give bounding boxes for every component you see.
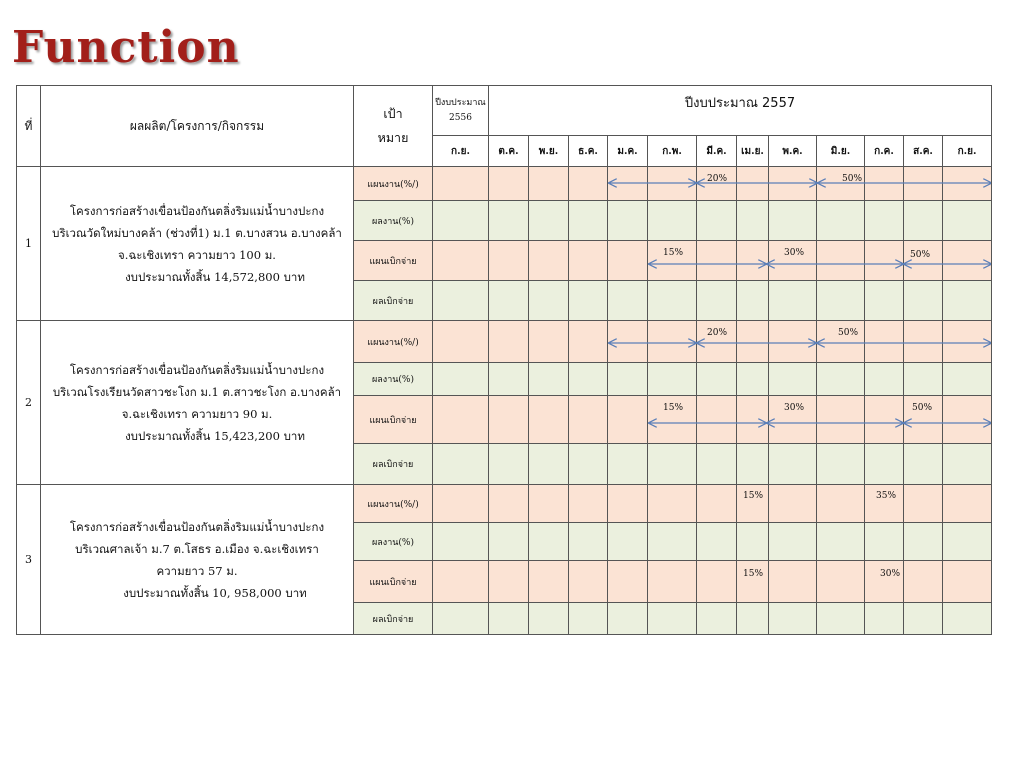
month-cell bbox=[569, 396, 608, 444]
month-cell bbox=[569, 561, 608, 603]
month-cell bbox=[943, 321, 992, 363]
month-cell bbox=[433, 396, 489, 444]
month-cell bbox=[769, 561, 817, 603]
month-cell bbox=[943, 241, 992, 281]
header-fy-2556: ปีงบประมาณ 2556 bbox=[433, 86, 489, 136]
project-description bbox=[41, 485, 354, 635]
month-cell bbox=[769, 241, 817, 281]
month-cell bbox=[904, 241, 943, 281]
month-cell bbox=[648, 241, 697, 281]
project-description-line: จ.ฉะเชิงเทรา ความยาว 100 ม. bbox=[118, 247, 276, 262]
month-cell bbox=[433, 363, 489, 396]
month-header: ก.ย. bbox=[943, 136, 992, 167]
month-cell bbox=[648, 523, 697, 561]
month-cell bbox=[648, 396, 697, 444]
month-cell bbox=[865, 363, 904, 396]
month-header: ส.ค. bbox=[904, 136, 943, 167]
month-header: ม.ค. bbox=[608, 136, 648, 167]
month-cell bbox=[943, 281, 992, 321]
month-header: ก.ค. bbox=[865, 136, 904, 167]
row-label: ผลเบิกจ่าย bbox=[354, 444, 433, 485]
project-description bbox=[41, 321, 354, 485]
month-cell bbox=[865, 603, 904, 635]
budget-plan-percent-label: 50% bbox=[912, 403, 933, 413]
project-description-line: บริเวณโรงเรียนวัดสาวชะโงก ม.1 ต.สาวชะโงก อ.บางคล้า bbox=[52, 384, 342, 399]
budget-plan-percent-label: 30% bbox=[784, 248, 805, 258]
month-cell bbox=[648, 281, 697, 321]
row-label: ผลงาน(%) bbox=[354, 201, 433, 241]
month-cell bbox=[608, 396, 648, 444]
month-cell bbox=[569, 167, 608, 201]
work-plan-percent-label: 50% bbox=[838, 328, 859, 338]
budget-plan-percent-label: 15% bbox=[663, 248, 684, 258]
project-description-line: บริเวณวัดใหม่บางคล้า (ช่วงที่1) ม.1 ต.บางสวน อ.บางคล้า bbox=[52, 225, 342, 240]
month-cell bbox=[943, 201, 992, 241]
month-cell bbox=[697, 281, 737, 321]
month-cell bbox=[904, 363, 943, 396]
month-cell bbox=[769, 363, 817, 396]
month-cell bbox=[769, 167, 817, 201]
budget-plan-percent-label: 30% bbox=[784, 403, 805, 413]
month-cell bbox=[943, 396, 992, 444]
row-label: แผนเบิกจ่าย bbox=[354, 241, 433, 281]
month-header: พ.ย. bbox=[529, 136, 569, 167]
budget-plan-percent-label: 50% bbox=[910, 250, 931, 260]
month-cell bbox=[865, 444, 904, 485]
month-cell bbox=[433, 241, 489, 281]
header-target: เป้า หมาย bbox=[354, 86, 433, 167]
month-cell bbox=[569, 241, 608, 281]
row-label: ผลงาน(%) bbox=[354, 523, 433, 561]
month-cell bbox=[529, 444, 569, 485]
month-cell bbox=[817, 396, 865, 444]
row-label: ผลงาน(%) bbox=[354, 363, 433, 396]
row-label: แผนเบิกจ่าย bbox=[354, 396, 433, 444]
month-cell bbox=[943, 485, 992, 523]
month-cell bbox=[769, 444, 817, 485]
month-cell bbox=[648, 603, 697, 635]
project-budget-line: งบประมาณทั้งสิ้น 10, 958,000 บาท bbox=[123, 585, 307, 600]
month-cell bbox=[904, 167, 943, 201]
month-cell bbox=[904, 523, 943, 561]
month-cell bbox=[697, 603, 737, 635]
month-cell bbox=[489, 241, 529, 281]
month-header: พ.ค. bbox=[769, 136, 817, 167]
month-cell bbox=[529, 396, 569, 444]
work-plan-percent-label: 50% bbox=[842, 174, 863, 184]
month-cell bbox=[817, 201, 865, 241]
month-cell bbox=[648, 167, 697, 201]
month-cell bbox=[433, 281, 489, 321]
project-schedule-table bbox=[16, 85, 992, 635]
month-cell bbox=[489, 603, 529, 635]
month-cell bbox=[529, 201, 569, 241]
project-number: 2 bbox=[17, 321, 41, 485]
month-cell bbox=[489, 396, 529, 444]
month-cell bbox=[569, 363, 608, 396]
month-cell bbox=[433, 603, 489, 635]
month-cell bbox=[904, 444, 943, 485]
month-cell bbox=[904, 603, 943, 635]
work-plan-percent-label: 35% bbox=[876, 491, 897, 501]
month-cell bbox=[608, 363, 648, 396]
month-cell bbox=[608, 523, 648, 561]
month-cell bbox=[648, 363, 697, 396]
project-description-line: โครงการก่อสร้างเขื่อนป้องกันตลิ่งริมแม่น้ำบางปะกง bbox=[69, 519, 325, 534]
month-cell bbox=[489, 281, 529, 321]
month-cell bbox=[865, 167, 904, 201]
month-cell bbox=[737, 603, 769, 635]
project-number: 1 bbox=[17, 167, 41, 321]
month-cell bbox=[865, 321, 904, 363]
schedule-sheet bbox=[16, 85, 991, 635]
row-label: ผลเบิกจ่าย bbox=[354, 603, 433, 635]
project-description-line: ความยาว 57 ม. bbox=[156, 563, 238, 578]
work-plan-percent-label: 20% bbox=[707, 328, 728, 338]
month-cell bbox=[697, 167, 737, 201]
month-header: ก.ย. bbox=[433, 136, 489, 167]
month-cell bbox=[697, 561, 737, 603]
month-cell bbox=[529, 167, 569, 201]
month-cell bbox=[817, 603, 865, 635]
month-cell bbox=[608, 485, 648, 523]
row-label: แผนงาน(%/) bbox=[354, 167, 433, 201]
month-cell bbox=[865, 561, 904, 603]
month-cell bbox=[569, 444, 608, 485]
month-cell bbox=[648, 561, 697, 603]
budget-plan-percent-label: 30% bbox=[880, 569, 901, 579]
header-no: ที่ bbox=[17, 86, 41, 167]
month-cell bbox=[697, 363, 737, 396]
month-cell bbox=[817, 561, 865, 603]
month-cell bbox=[648, 201, 697, 241]
month-cell bbox=[769, 201, 817, 241]
month-cell bbox=[737, 561, 769, 603]
month-cell bbox=[943, 444, 992, 485]
month-cell bbox=[943, 523, 992, 561]
month-header: ก.พ. bbox=[648, 136, 697, 167]
row-label: แผนเบิกจ่าย bbox=[354, 561, 433, 603]
month-cell bbox=[737, 363, 769, 396]
month-cell bbox=[489, 201, 529, 241]
month-cell bbox=[943, 561, 992, 603]
month-cell bbox=[737, 241, 769, 281]
month-cell bbox=[433, 201, 489, 241]
month-cell bbox=[737, 485, 769, 523]
month-cell bbox=[769, 603, 817, 635]
month-cell bbox=[817, 444, 865, 485]
month-cell bbox=[569, 485, 608, 523]
project-description bbox=[41, 167, 354, 321]
month-cell bbox=[529, 561, 569, 603]
month-header: เม.ย. bbox=[737, 136, 769, 167]
month-cell bbox=[697, 523, 737, 561]
month-cell bbox=[865, 201, 904, 241]
month-cell bbox=[569, 321, 608, 363]
month-cell bbox=[737, 523, 769, 561]
month-cell bbox=[489, 363, 529, 396]
month-cell bbox=[817, 167, 865, 201]
month-cell bbox=[529, 485, 569, 523]
month-cell bbox=[529, 321, 569, 363]
month-cell bbox=[569, 603, 608, 635]
month-cell bbox=[608, 167, 648, 201]
row-label: แผนงาน(%/) bbox=[354, 485, 433, 523]
month-cell bbox=[648, 485, 697, 523]
month-cell bbox=[865, 241, 904, 281]
month-cell bbox=[817, 363, 865, 396]
month-cell bbox=[865, 523, 904, 561]
month-cell bbox=[648, 444, 697, 485]
work-plan-row bbox=[17, 321, 992, 363]
month-cell bbox=[697, 396, 737, 444]
month-cell bbox=[569, 201, 608, 241]
month-cell bbox=[769, 281, 817, 321]
project-description-line: บริเวณศาลเจ้า ม.7 ต.โสธร อ.เมือง จ.ฉะเชิงเทรา bbox=[75, 541, 319, 556]
month-cell bbox=[943, 363, 992, 396]
month-cell bbox=[943, 167, 992, 201]
month-cell bbox=[697, 241, 737, 281]
month-cell bbox=[569, 281, 608, 321]
month-cell bbox=[737, 201, 769, 241]
month-cell bbox=[817, 523, 865, 561]
month-cell bbox=[817, 485, 865, 523]
month-cell bbox=[904, 396, 943, 444]
month-header: ธ.ค. bbox=[569, 136, 608, 167]
work-plan-row bbox=[17, 485, 992, 523]
header-project: ผลผลิต/โครงการ/กิจกรรม bbox=[41, 86, 354, 167]
month-cell bbox=[608, 561, 648, 603]
month-header: ต.ค. bbox=[489, 136, 529, 167]
month-cell bbox=[433, 485, 489, 523]
month-cell bbox=[737, 321, 769, 363]
work-plan-percent-label: 15% bbox=[743, 491, 764, 501]
month-cell bbox=[865, 396, 904, 444]
month-cell bbox=[608, 201, 648, 241]
month-cell bbox=[608, 321, 648, 363]
month-cell bbox=[569, 523, 608, 561]
month-cell bbox=[608, 444, 648, 485]
month-cell bbox=[529, 241, 569, 281]
month-cell bbox=[489, 167, 529, 201]
month-header: มิ.ย. bbox=[817, 136, 865, 167]
project-description-line: โครงการก่อสร้างเขื่อนป้องกันตลิ่งริมแม่น้ำบางปะกง bbox=[69, 203, 325, 218]
month-cell bbox=[769, 396, 817, 444]
month-cell bbox=[608, 603, 648, 635]
month-cell bbox=[904, 561, 943, 603]
month-cell bbox=[608, 241, 648, 281]
month-cell bbox=[529, 363, 569, 396]
month-cell bbox=[608, 281, 648, 321]
month-cell bbox=[737, 167, 769, 201]
month-cell bbox=[737, 281, 769, 321]
month-cell bbox=[769, 485, 817, 523]
work-plan-row bbox=[17, 167, 992, 201]
project-budget-line: งบประมาณทั้งสิ้น 14,572,800 บาท bbox=[125, 269, 305, 284]
month-cell bbox=[489, 485, 529, 523]
month-cell bbox=[769, 321, 817, 363]
month-cell bbox=[865, 485, 904, 523]
month-cell bbox=[904, 485, 943, 523]
month-cell bbox=[904, 281, 943, 321]
row-label: ผลเบิกจ่าย bbox=[354, 281, 433, 321]
month-cell bbox=[697, 444, 737, 485]
page-title: Function bbox=[12, 22, 240, 73]
month-cell bbox=[697, 201, 737, 241]
month-cell bbox=[489, 321, 529, 363]
month-cell bbox=[489, 523, 529, 561]
month-cell bbox=[817, 241, 865, 281]
month-cell bbox=[769, 523, 817, 561]
month-cell bbox=[433, 444, 489, 485]
budget-plan-percent-label: 15% bbox=[743, 569, 764, 579]
project-budget-line: งบประมาณทั้งสิ้น 15,423,200 บาท bbox=[125, 428, 305, 443]
month-cell bbox=[489, 444, 529, 485]
month-cell bbox=[648, 321, 697, 363]
month-cell bbox=[865, 281, 904, 321]
month-cell bbox=[817, 281, 865, 321]
project-description-line: จ.ฉะเชิงเทรา ความยาว 90 ม. bbox=[121, 406, 273, 421]
row-label: แผนงาน(%/) bbox=[354, 321, 433, 363]
month-cell bbox=[529, 603, 569, 635]
month-cell bbox=[737, 396, 769, 444]
month-cell bbox=[433, 167, 489, 201]
month-cell bbox=[737, 444, 769, 485]
month-cell bbox=[697, 485, 737, 523]
month-cell bbox=[943, 603, 992, 635]
project-number: 3 bbox=[17, 485, 41, 635]
month-cell bbox=[529, 523, 569, 561]
month-header: มี.ค. bbox=[697, 136, 737, 167]
work-plan-percent-label: 20% bbox=[707, 174, 728, 184]
month-cell bbox=[433, 321, 489, 363]
month-cell bbox=[433, 561, 489, 603]
month-cell bbox=[697, 321, 737, 363]
month-cell bbox=[433, 523, 489, 561]
header-fy-2557: ปีงบประมาณ 2557 bbox=[489, 86, 992, 136]
month-cell bbox=[817, 321, 865, 363]
project-description-line: โครงการก่อสร้างเขื่อนป้องกันตลิ่งริมแม่น้ำบางปะกง bbox=[69, 362, 325, 377]
month-cell bbox=[529, 281, 569, 321]
budget-plan-percent-label: 15% bbox=[663, 403, 684, 413]
month-cell bbox=[904, 201, 943, 241]
month-cell bbox=[904, 321, 943, 363]
month-cell bbox=[489, 561, 529, 603]
